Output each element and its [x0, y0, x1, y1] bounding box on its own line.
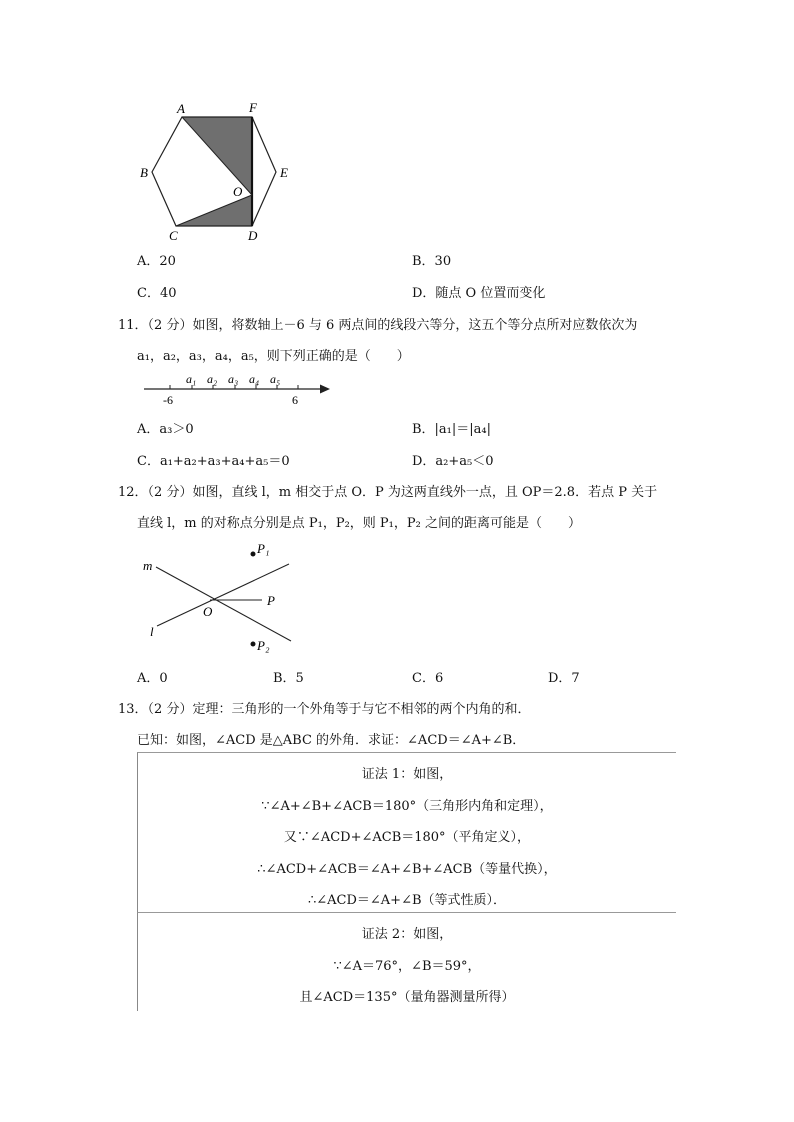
- tick-label-a3: a₃: [228, 372, 239, 386]
- q12-option-d: D．7: [548, 671, 580, 686]
- q10-option-b: B．30: [412, 254, 452, 269]
- q11-option-c: C．a₁+a₂+a₃+a₄+a₅＝0: [137, 454, 290, 469]
- label-e: E: [280, 165, 288, 180]
- proof2-line: 证法 2：如图，: [361, 927, 453, 942]
- q11-stem-line2: a₁，a₂，a₃，a₄，a₅，则下列正确的是（ ）: [137, 349, 410, 364]
- arrow-icon: [320, 385, 330, 394]
- intersecting-lines-figure: [135, 535, 305, 660]
- q12-option-c: C．6: [412, 671, 444, 686]
- label-p: P: [267, 593, 275, 608]
- q12-stem-line1: 12．（2 分）如图，直线 l，m 相交于点 O．P 为这两直线外一点，且 OP＝2.8．若点 P 关于: [118, 485, 658, 500]
- label-p1: P₁: [257, 541, 270, 556]
- proof-box-2: [137, 912, 676, 1011]
- label-o: O: [203, 604, 213, 619]
- proof1-line: ∴∠ACD+∠ACB＝∠A+∠B+∠ACB（等量代换），: [257, 862, 557, 877]
- proof1-line: ∴∠ACD＝∠A+∠B（等式性质）．: [307, 893, 507, 908]
- proof2-line: 且∠ACD＝135°（量角器测量所得）: [299, 990, 515, 1005]
- q10-option-c: C．40: [137, 286, 177, 301]
- q10-option-a: A．20: [137, 254, 176, 269]
- q13-stem-line1: 13．（2 分）定理：三角形的一个外角等于与它不相邻的两个内角的和．: [118, 702, 531, 717]
- q10-option-d: D．随点 O 位置而变化: [412, 286, 546, 301]
- q12-option-b: B．5: [273, 671, 304, 686]
- tick-label-minus-six: -6: [163, 393, 173, 407]
- label-d: D: [248, 228, 258, 243]
- tick-label-a5: a₅: [270, 372, 281, 386]
- label-p2: P₂: [257, 638, 270, 653]
- proof2-line: ∵∠A＝76°，∠B＝59°，: [333, 959, 481, 974]
- q11-option-a: A．a₃＞0: [137, 422, 194, 437]
- hexagon-figure: [130, 95, 300, 245]
- label-m: m: [143, 558, 153, 573]
- tick-label-a1: a₁: [186, 372, 197, 386]
- label-o: O: [233, 184, 243, 199]
- q11-stem-line1: 11．（2 分）如图，将数轴上－6 与 6 两点间的线段六等分，这五个等分点所对应数依次为: [118, 318, 638, 333]
- proof1-line: ∵∠A+∠B+∠ACB＝180°（三角形内角和定理），: [261, 799, 553, 814]
- q12-stem-line2: 直线 l，m 的对称点分别是点 P₁，P₂，则 P₁，P₂ 之间的距离可能是（ ）: [137, 516, 581, 531]
- q11-option-b: B．|a₁|＝|a₄|: [412, 422, 491, 437]
- label-b: B: [140, 165, 148, 180]
- label-c: C: [169, 228, 178, 243]
- q11-option-d: D．a₂+a₅＜0: [412, 454, 494, 469]
- proof1-line: 证法 1：如图，: [361, 767, 453, 782]
- tick-label-six: 6: [292, 393, 298, 407]
- q13-stem-line2: 已知：如图，∠ACD 是△ABC 的外角．求证：∠ACD＝∠A+∠B．: [137, 733, 526, 748]
- q12-option-a: A．0: [137, 671, 168, 686]
- tick-label-a2: a₂: [207, 372, 218, 386]
- label-a: A: [177, 101, 185, 116]
- point-p2: [251, 642, 256, 647]
- label-f: F: [249, 100, 257, 115]
- proof1-line: 又∵∠ACD+∠ACB＝180°（平角定义），: [283, 830, 531, 845]
- tick-label-a4: a₄: [249, 372, 260, 386]
- point-p1: [251, 552, 256, 557]
- label-l: l: [150, 624, 154, 639]
- proof-box-1: [137, 752, 676, 913]
- number-line-figure: [140, 368, 335, 408]
